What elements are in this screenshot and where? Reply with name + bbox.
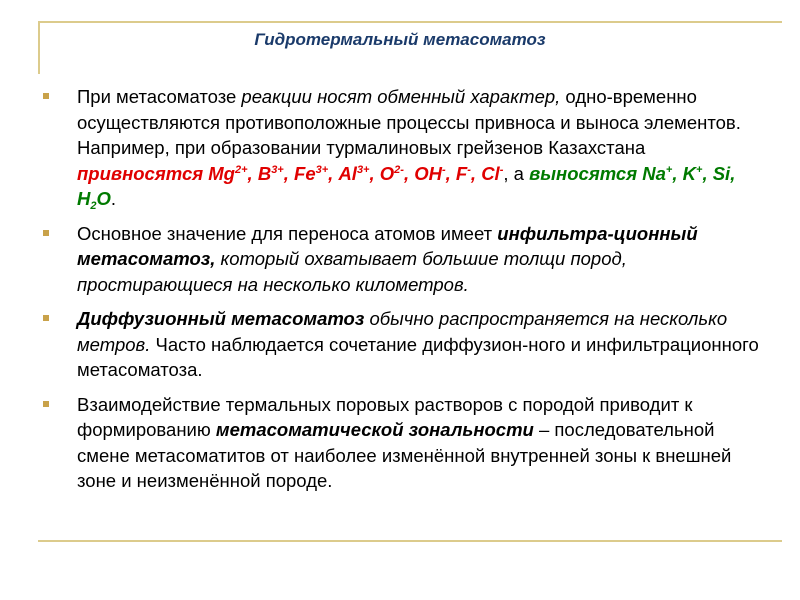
ion-mg	[208, 163, 258, 184]
ion-symbol: O	[379, 162, 395, 184]
ion-na	[642, 163, 682, 184]
ion-oh	[414, 163, 456, 184]
bullet-4-text: Взаимодействие термальных поровых растворов с породой приводит к формированию	[77, 393, 693, 440]
ion-cl	[481, 163, 503, 184]
ion-si	[713, 163, 736, 184]
bullet-1-end: .	[110, 188, 117, 209]
ion-b	[258, 163, 294, 184]
bullet-item-4	[40, 392, 760, 494]
frame-top-line	[38, 21, 782, 23]
ion-fe	[294, 163, 338, 184]
bullet-marker	[43, 401, 49, 407]
ion-k	[683, 163, 713, 184]
ion-charge: +	[665, 163, 673, 176]
water-h: H	[77, 188, 91, 209]
ion-charge: +	[696, 163, 703, 176]
ion-symbol: K	[682, 162, 696, 184]
ion-o	[380, 163, 414, 184]
bullet-3-term: Диффузионный метасоматоз	[77, 308, 365, 329]
slide-content	[40, 84, 760, 503]
bullet-1-italic: реакции носят обменный характер,	[241, 86, 561, 107]
ion-charge: 3+	[356, 163, 370, 176]
ion-charge: -	[467, 163, 471, 176]
influx-label: привносятся	[77, 162, 204, 184]
bullet-3-italic: обычно распространяется на несколько метров.	[77, 308, 728, 355]
ion-al	[338, 163, 379, 184]
outflux-label: выносятся	[529, 162, 638, 184]
bullet-marker	[43, 230, 49, 236]
ion-separator: ,	[445, 162, 456, 184]
bullet-item-1	[40, 84, 760, 212]
influx-elements	[208, 163, 503, 184]
ion-symbol: Na	[642, 162, 666, 184]
ion-separator: ,	[702, 162, 713, 184]
bullet-2-italic: который охватывает большие толщи пород, простирающиеся на несколько километров.	[77, 248, 627, 295]
ion-charge: -	[499, 163, 504, 176]
ion-separator: ,	[403, 162, 415, 184]
ion-charge: 3+	[271, 163, 284, 176]
ion-separator: ,	[328, 162, 339, 184]
ion-charge: 3+	[315, 163, 329, 176]
bullet-3-text: Часто наблюдается сочетание диффузион-ного и инфильтрационного метасоматоза.	[77, 333, 759, 380]
ion-separator: ,	[470, 162, 482, 184]
ion-charge: 2-	[394, 163, 404, 176]
bullet-marker	[43, 315, 49, 321]
ion-separator: ,	[283, 162, 295, 184]
water-o: O	[96, 188, 111, 209]
bullet-1-text-cont: одно-временно осуществляются противоположные процессы привноса и выноса элементов. Например, при образовании турмалиновых грейзенов Казахстана	[77, 86, 741, 158]
bullet-item-2	[40, 221, 760, 298]
bullet-4-text-cont: – последовательной смене метасоматитов от наиболее изменённой внутренней зоны к внешней зоне и неизменённой породе.	[77, 419, 732, 491]
slide-title: Гидротермальный метасоматоз	[254, 30, 546, 49]
water-formula	[77, 188, 111, 212]
ion-charge: -	[441, 163, 446, 176]
ion-symbol: Cl	[481, 162, 500, 184]
bullet-1-text: При метасоматозе	[77, 86, 242, 107]
bullet-1-mid: , а	[503, 162, 530, 184]
ion-symbol: Fe	[294, 162, 316, 184]
ion-f	[456, 163, 481, 184]
ion-separator: ,	[247, 162, 258, 184]
ion-charge: 2+	[234, 163, 248, 176]
frame-bottom-line	[38, 540, 782, 542]
bullet-item-3	[40, 306, 760, 383]
water-sub: 2	[90, 200, 97, 212]
bullet-4-term: метасоматической зональности	[215, 419, 534, 440]
ion-symbol: B	[257, 162, 272, 184]
ion-symbol: OH	[414, 162, 442, 184]
ion-symbol: Al	[338, 162, 357, 184]
ion-separator: ,	[672, 162, 683, 184]
ion-separator: ,	[369, 162, 380, 184]
bullet-2-text: Основное значение для переноса атомов имеет	[77, 222, 498, 244]
bullet-marker	[43, 93, 49, 99]
ion-separator: ,	[730, 162, 736, 184]
ion-symbol: Si	[712, 162, 731, 184]
outflux-elements	[642, 163, 735, 184]
ion-symbol: F	[455, 162, 468, 184]
bullet-2-term: инфильтра-ционный метасоматоз,	[77, 222, 698, 269]
ion-symbol: Mg	[208, 162, 235, 184]
